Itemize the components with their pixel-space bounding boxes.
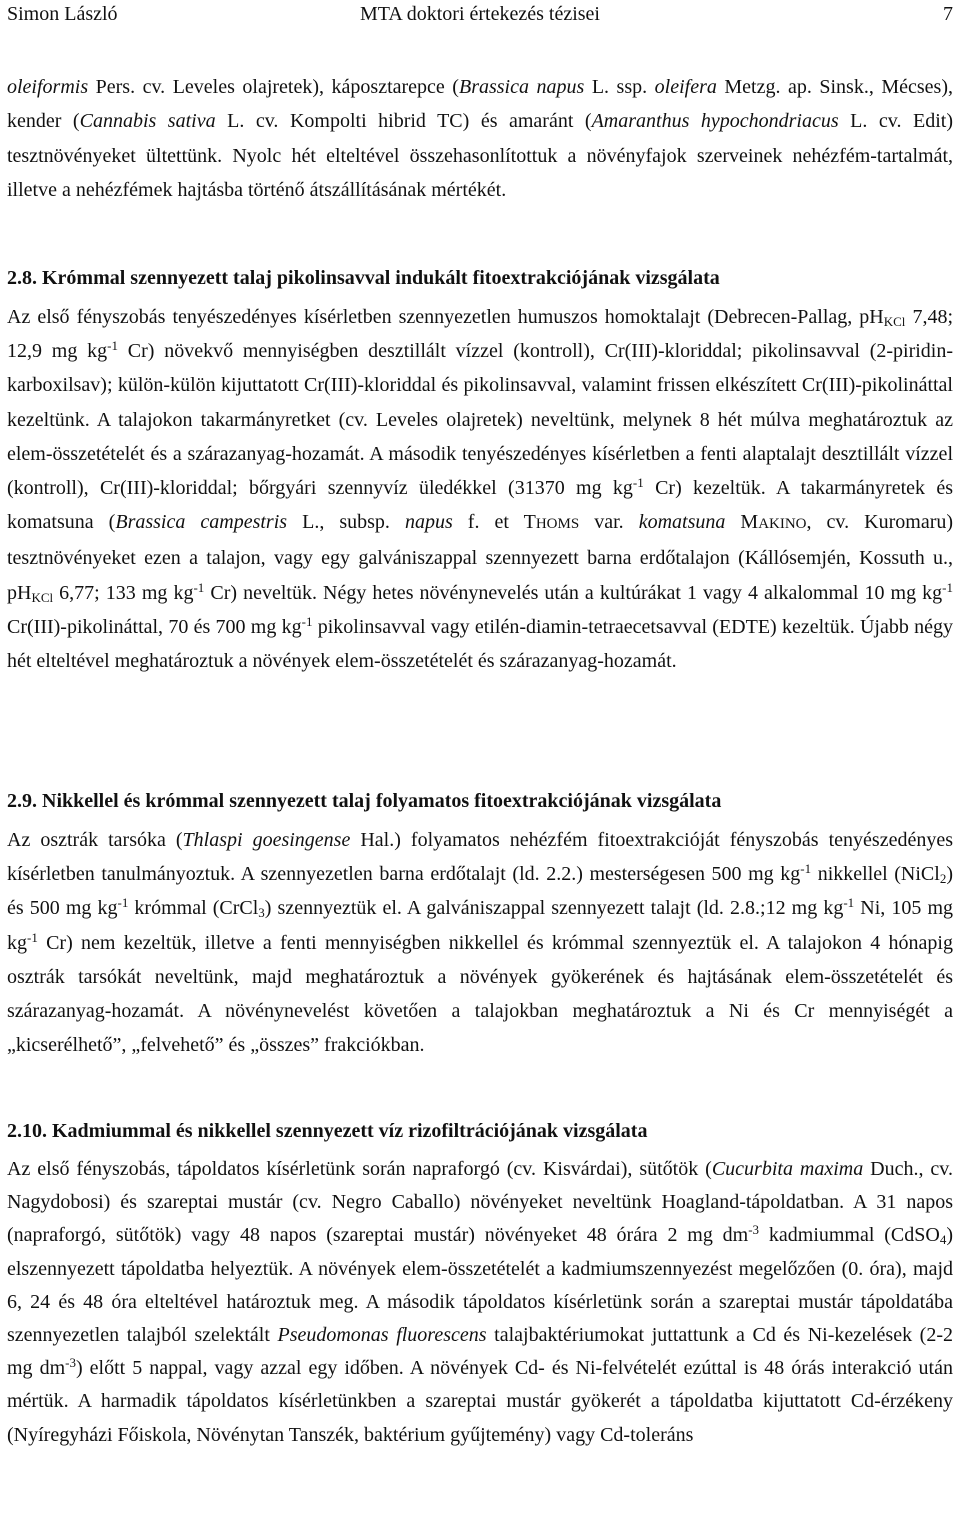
section-heading-2-8: 2.8. Krómmal szennyezett talaj pikolinsavval indukált fitoextrakciójának vizsgálata [7, 267, 720, 289]
text-run: kadmiummal (CdSO [759, 1224, 940, 1247]
superscript: -1 [107, 338, 118, 354]
text-run: Cr) kezeltük. A takarmányretek és komatsuna ( [7, 477, 953, 534]
text-run: ) elszennyezett tápoldatba helyeztük. A növények elem-összetételét a kadmiumszennyezést megelőzően (0. óra), majd 6, 24 és 48 óra elteltével határoztuk meg. A második tápoldatos kísérletünk során a szareptai mustár tápoldatába szennyezetlen talajból szelektált [7, 1224, 953, 1347]
section-2-9-paragraph [7, 823, 953, 1062]
section-heading-2-10: 2.10. Kadmiummal és nikkellel szennyezett víz rizofiltrációjának vizsgálata [7, 1120, 648, 1142]
header-title: MTA doktori értekezés tézisei [360, 3, 600, 25]
text-run: Pers. cv. Leveles olajretek), káposztarepce ( [88, 76, 459, 98]
superscript: -1 [27, 929, 38, 945]
species-name: Thlaspi goesingense [182, 829, 351, 851]
text-run: nikkellel (NiCl [811, 863, 940, 886]
section-heading-2-9: 2.9. Nikkellel és krómmal szennyezett talaj folyamatos fitoextrakciójának vizsgálata [7, 790, 722, 812]
small-caps-run: HOMS [535, 516, 580, 533]
text-run: f. et T [452, 511, 536, 534]
text-run: talajbaktériumokat juttattunk a Cd és Ni-kezelések (2-2 mg dm [7, 1324, 954, 1380]
text-run: 7,48; 12,9 mg kg [7, 306, 953, 363]
small-caps-run: AKINO [758, 516, 807, 533]
species-name: oleifera [654, 76, 717, 98]
superscript: -1 [632, 475, 644, 491]
superscript: -1 [843, 895, 855, 911]
species-name: komatsuna [638, 511, 726, 534]
text-run: L., subsp. [287, 511, 405, 534]
text-run: L. ssp. [584, 76, 655, 98]
subscript: KCl [883, 314, 906, 329]
text-run: Az első fényszobás, tápoldatos kísérletünk során napraforgó (cv. Kisvárdai), sütőtök ( [7, 1158, 712, 1180]
species-name: oleiformis [7, 76, 89, 98]
superscript: -3 [748, 1222, 760, 1238]
subscript: KCl [31, 589, 54, 605]
running-header [7, 2, 953, 26]
subscript: 4 [939, 1232, 947, 1248]
text-run: Cr) növekvő mennyiségben desztillált vízzel (kontroll), Cr(III)-kloriddal; pikolinsavval (2-piridin-karboxilsav); külön-külön kijuttatott Cr(III)-kloriddal és pikolinsavval, valamint frissen elkészített Cr(III)-pikolináttal kezeltünk. A talajokon takarmányretket (cv. Leveles olajretek) neveltünk, melynek 8 hét múlva meghatároztuk az elem-összetételét és a szárazanyag-hozamát. A második tenyészedényes kísérletben a fenti alaptalajt desztillált vízzel (kontroll), Cr(III)-kloriddal; bőrgyári szennyvíz üledékkel (31370 mg kg [7, 340, 953, 500]
superscript: -1 [942, 579, 954, 595]
text-run: ) és 500 mg kg [7, 863, 953, 920]
text-run: Ni, 105 mg kg [7, 897, 954, 954]
species-name: Brassica campestris [115, 511, 288, 534]
superscript: -1 [301, 613, 313, 629]
species-name: napus [404, 511, 453, 534]
species-name: Pseudomonas fluorescens [277, 1324, 487, 1347]
species-name: Cannabis sativa [79, 110, 216, 133]
text-run: var. [579, 511, 639, 534]
text-run: Az osztrák tarsóka ( [7, 829, 183, 851]
section-2-10-paragraph [7, 1153, 953, 1452]
text-run: Cr(III)-pikolináttal, 70 és 700 mg kg [7, 615, 302, 638]
text-run: Cr) neveltük. Négy hetes növénynevelés után a kultúrákat 1 vagy 4 alkalommal 10 mg kg [204, 581, 943, 604]
header-author: Simon László [7, 3, 118, 25]
text-run: Hal.) folyamatos nehézfém fitoextrakcióját fényszobás tenyészedényes kísérletben tanulmányoztuk. A szennyezetlen barna erdőtalajt (ld. 2.2.) mesterségesen 500 mg kg [7, 829, 953, 886]
text-run: Az első fényszobás tenyészedényes kísérletben szennyezetlen humuszos homoktalajt (Debrecen-Pallag, pH [7, 306, 884, 328]
superscript: -1 [193, 579, 205, 595]
species-name: Brassica napus [458, 76, 585, 98]
text-run: ) szennyeztük el. A galvániszappal szennyezett talajt (ld. 2.8.;12 mg kg [264, 897, 844, 920]
section-2-8-paragraph [7, 300, 953, 678]
superscript: -3 [65, 1355, 76, 1371]
text-run: , cv. Kuromaru) tesztnövényeket ezen a talajon, vagy egy galvániszappal szennyezett barna erdőtalajon (Kállósemjén, Kossuth u., pH [7, 511, 954, 604]
text-run: krómmal (CrCl [128, 897, 259, 920]
text-run: L. cv. Edit) tesztnövényeket ültettünk. Nyolc hét elteltével összehasonlítottuk a növényfajok szerveinek nehézfém-tartalmát, illetve a nehézfémek hajtásba történő átszállításának mértékét. [7, 110, 954, 202]
intro-paragraph [7, 70, 953, 208]
text-run: ) előtt 5 nappal, vagy azzal egy időben. A növények Cd- és Ni-felvételét ezúttal is 48 órás interakció után mértük. A harmadik tápoldatos kísérletünkben a szareptai mustár gyökerét a tápoldatba kijuttatott Cd-érzékeny (Nyíregyházi Főiskola, Növénytan Tanszék, baktérium gyűjtemény) vagy Cd-toleráns [7, 1357, 953, 1446]
superscript: -1 [800, 861, 812, 877]
text-run: M [725, 511, 759, 534]
species-name: Cucurbita maxima [711, 1158, 864, 1180]
text-run: Cr) nem kezeltük, illetve a fenti mennyiségben nikkellel és krómmal szennyeztük el. A talajokon 4 hónapig osztrák tarsókát neveltünk, majd meghatároztuk a növények gyökerének és hajtásának elem-összetételét és szárazanyag-hozamát. A növénynevelést követően a talajokban meghatároztuk a Ni és Cr mennyiségét a „kicserélhető”, „felvehető” és „összes” frakciókban. [7, 931, 953, 1057]
subscript: 3 [258, 905, 265, 921]
superscript: -1 [117, 895, 129, 911]
subscript: 2 [939, 871, 947, 887]
text-run: Metzg. ap. Sinsk., Mécses), kender ( [7, 76, 953, 133]
species-name: Amaranthus hypochondriacus [591, 110, 839, 133]
text-run: L. cv. Kompolti hibrid TC) és amaránt ( [215, 110, 592, 133]
header-page-number: 7 [943, 3, 953, 25]
text-run: Duch., cv. Nagydobosi) és szareptai mustár (cv. Negro Caballo) növényeket neveltünk Hoagland-tápoldatban. A 31 napos (napraforgó, sütőtök) vagy 48 napos (szareptai mustár) növényeket 48 órára 2 mg dm [7, 1158, 954, 1247]
text-run: 6,77; 133 mg kg [53, 581, 194, 604]
text-run: pikolinsavval vagy etilén-diamin-tetraecetsavval (EDTE) kezeltük. Újabb négy hét elteltével meghatároztuk a növények elem-összetételét és szárazanyag-hozamát. [7, 615, 953, 673]
